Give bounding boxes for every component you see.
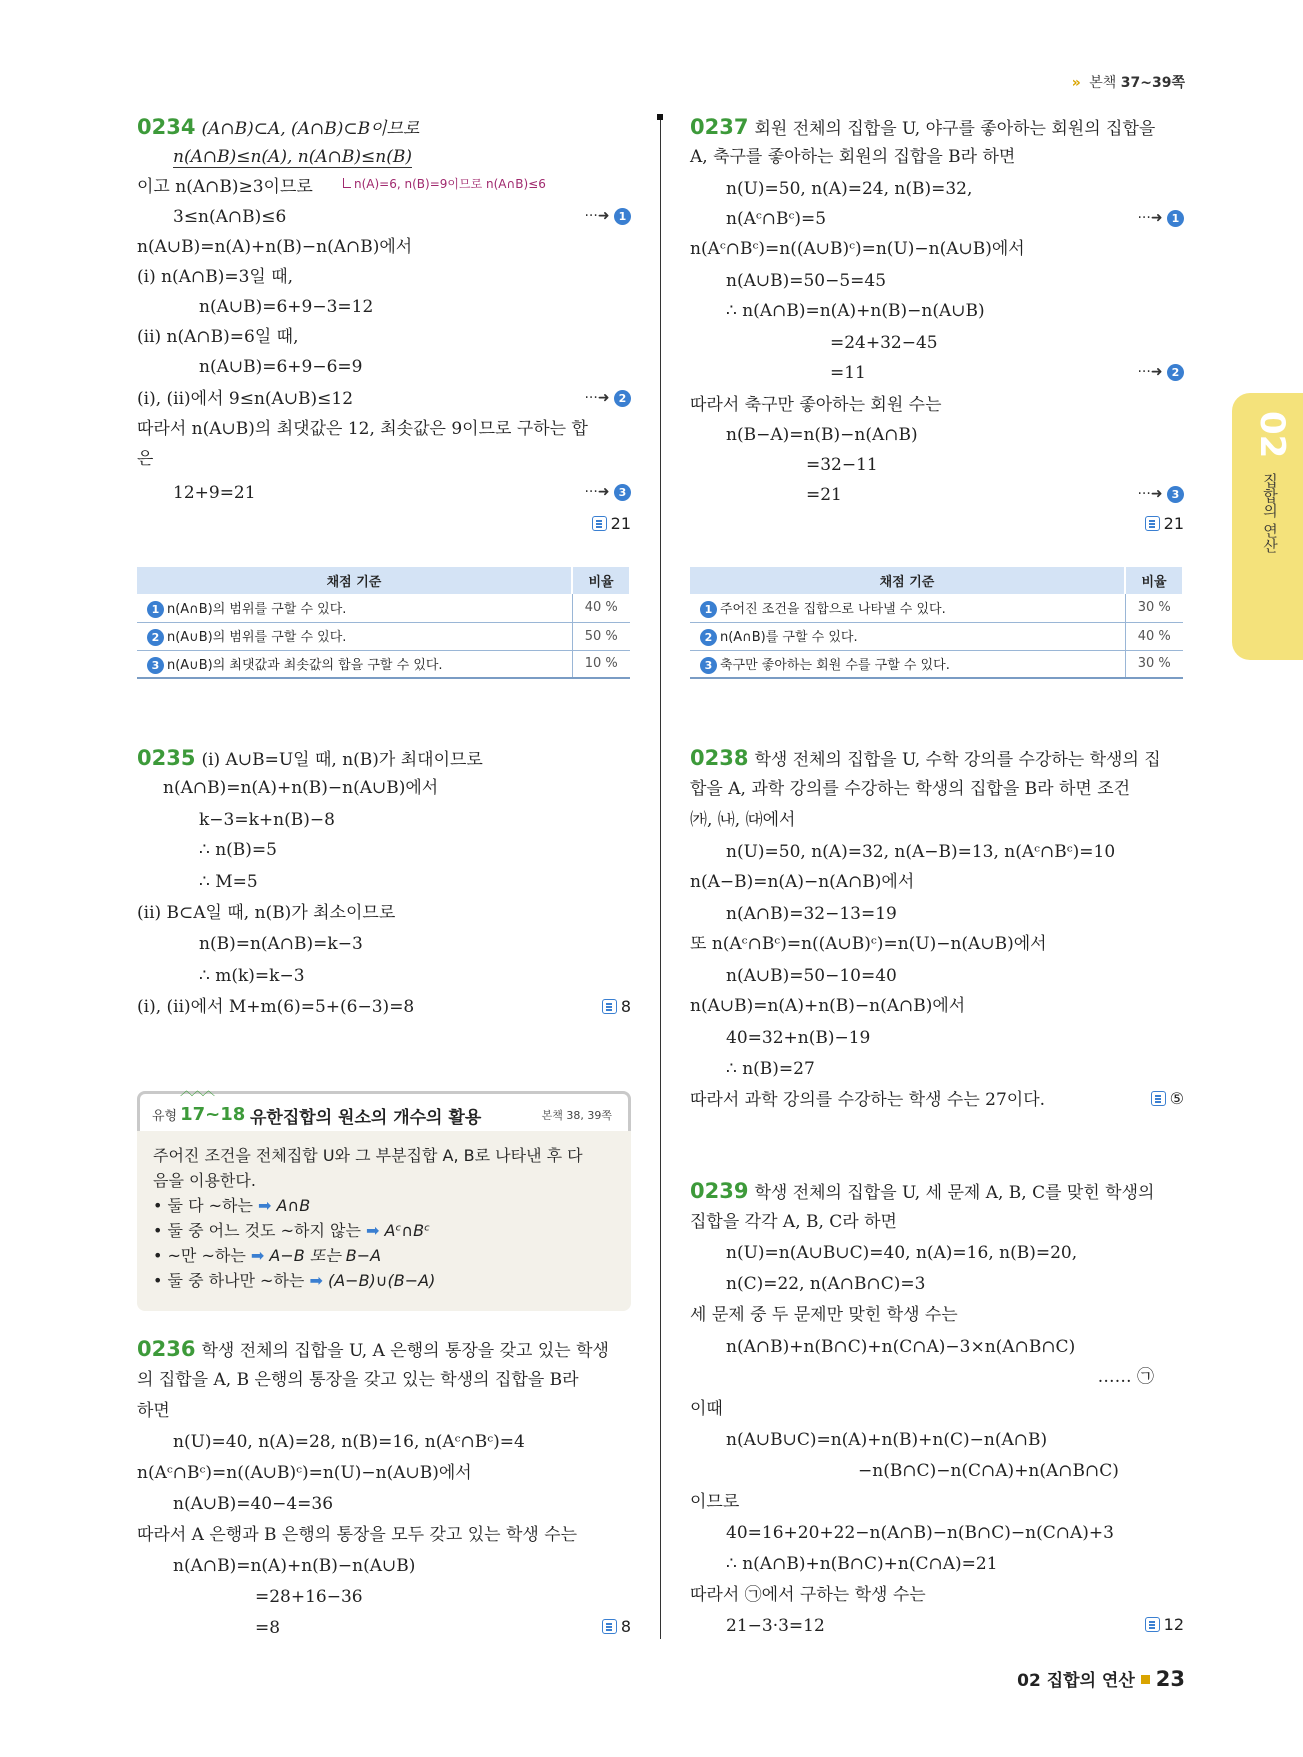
- criterion-text: 축구만 좋아하는 회원 수를 구할 수 있다.: [720, 657, 950, 673]
- criterion-ratio: 30 %: [1125, 650, 1183, 678]
- answer-icon: [602, 1619, 617, 1634]
- solution-line: n(Aᶜ∩Bᶜ)=5: [726, 209, 827, 229]
- solution-line: n(A∪B)=40−4=36: [173, 1494, 334, 1514]
- answer-value: 8: [620, 997, 631, 1016]
- solution-line: 세 문제 중 두 문제만 맞힌 학생 수는: [690, 1305, 958, 1325]
- criterion-text: 주어진 조건을 집합으로 나타낼 수 있다.: [720, 601, 946, 617]
- table-header: 채점 기준: [137, 567, 572, 594]
- answer-value: 12: [1163, 1615, 1184, 1634]
- solution-line: n(U)=50, n(A)=32, n(A−B)=13, n(Aᶜ∩Bᶜ)=10: [726, 842, 1116, 862]
- table-header: 비율: [1125, 567, 1183, 594]
- solution-line: ∴ n(A∩B)+n(B∩C)+n(C∩A)=21: [726, 1554, 998, 1574]
- table-row: [137, 650, 630, 678]
- solution-line: (i) A∪B=U일 때, n(B)가 최대이므로: [201, 750, 483, 770]
- answer-value: 8: [620, 1617, 631, 1636]
- problem-number: 0235: [137, 746, 196, 770]
- arrow-icon: ➡: [258, 1196, 272, 1215]
- solution-line: n(Aᶜ∩Bᶜ)=n((A∪B)ᶜ)=n(U)−n(A∪B)에서: [137, 1463, 472, 1483]
- solution-line: =21: [806, 485, 842, 505]
- bullet-key: • 둘 중 하나만 ~하는: [153, 1271, 305, 1290]
- solution-line: 집합을 각각 A, B, C라 하면: [690, 1212, 897, 1232]
- chapter-side-tab: [1232, 393, 1303, 660]
- table-row: [690, 650, 1183, 678]
- bullet-value: A−B 또는 B−A: [269, 1246, 382, 1265]
- bullet-key: • 둘 다 ~하는: [153, 1196, 253, 1215]
- criterion-text: n(A∪B)의 범위를 구할 수 있다.: [167, 630, 347, 645]
- type-title: 유한집합의 원소의 개수의 활용: [250, 1108, 482, 1128]
- criterion-ratio: 50 %: [572, 622, 630, 650]
- concept-bullet: [153, 1193, 615, 1218]
- criterion-badge: 2: [700, 629, 717, 646]
- solution-line: (i), (ii)에서 M+m(6)=5+(6−3)=8: [137, 997, 415, 1017]
- criterion-ratio: 10 %: [572, 650, 630, 678]
- solution-line: ㈎, ㈏, ㈐에서: [690, 810, 796, 830]
- concept-box: [137, 1084, 631, 1311]
- chapter-number: 02: [1252, 411, 1292, 459]
- solution-line: 학생 전체의 집합을 U, 세 문제 A, B, C를 맞힌 학생의: [754, 1183, 1155, 1203]
- criterion-ratio: 40 %: [1125, 622, 1183, 650]
- solution-line: ∴ M=5: [199, 872, 258, 892]
- solution-line: (ii) B⊂A일 때, n(B)가 최소이므로: [137, 903, 396, 923]
- criterion-ratio: 40 %: [572, 594, 630, 622]
- table-row: [690, 594, 1183, 622]
- solution-line: =11: [830, 363, 866, 383]
- reference-pages: 37~39쪽: [1120, 75, 1185, 91]
- criterion-text: n(A∪B)의 최댓값과 최솟값의 합을 구할 수 있다.: [167, 657, 443, 673]
- chapter-title: 집합의 연산: [1261, 473, 1279, 553]
- concept-box-header: [137, 1084, 631, 1131]
- margin-note: n(A)=6, n(B)=9이므로 n(A∩B)≤6: [354, 177, 546, 191]
- solution-line: n(A∩B)≤n(A), n(A∩B)≤n(B): [173, 147, 412, 167]
- solution-line: 40=32+n(B)−19: [726, 1028, 871, 1048]
- solution-line: 회원 전체의 집합을 U, 야구를 좋아하는 회원의 집합을: [754, 119, 1156, 139]
- problem-0238: [690, 747, 1184, 1127]
- problem-number: 0234: [137, 115, 196, 139]
- step-marker-1: ···➜ 1: [1137, 210, 1184, 227]
- solution-line: (i) n(A∩B)=3일 때,: [137, 267, 294, 287]
- arrow-icon: ➡: [366, 1221, 380, 1240]
- solution-line: 은: [137, 449, 154, 469]
- solution-line: (i), (ii)에서 9≤n(A∪B)≤12: [137, 389, 354, 409]
- solution-line: 12+9=21: [173, 483, 256, 503]
- solution-line: =8: [255, 1618, 281, 1638]
- solution-line: 21−3·3=12: [726, 1616, 825, 1636]
- bullet-key: • 둘 중 어느 것도 ~하지 않는: [153, 1221, 361, 1240]
- concept-text: 음을 이용한다.: [153, 1171, 256, 1190]
- bullet-value: (A−B)∪(B−A): [327, 1271, 436, 1290]
- solution-line: n(A∪B)=n(A)+n(B)−n(A∩B)에서: [137, 237, 413, 257]
- problem-0234: [137, 116, 631, 546]
- bullet-value: Aᶜ∩Bᶜ: [384, 1221, 430, 1240]
- problem-0235: [137, 747, 631, 1027]
- arrow-icon: ➡: [309, 1271, 323, 1290]
- problem-number: 0238: [690, 746, 749, 770]
- problem-0236: [137, 1338, 631, 1638]
- step-marker-2: ···➜ 2: [584, 390, 631, 407]
- solution-line: 하면: [137, 1401, 170, 1421]
- solution-line: 40=16+20+22−n(A∩B)−n(B∩C)−n(C∩A)+3: [726, 1523, 1114, 1543]
- criterion-ratio: 30 %: [1125, 594, 1183, 622]
- criterion-text: n(A∩B)를 구할 수 있다.: [720, 630, 858, 645]
- answer-value: ⑤: [1169, 1089, 1184, 1108]
- solution-line: −n(B∩C)−n(C∩A)+n(A∩B∩C): [858, 1461, 1119, 1481]
- concept-bullet: [153, 1243, 615, 1268]
- note-bracket: [343, 178, 351, 188]
- answer: [602, 997, 631, 1016]
- problem-number: 0237: [690, 115, 749, 139]
- table-row: [690, 622, 1183, 650]
- solution-line: =24+32−45: [830, 333, 938, 353]
- table-header: 채점 기준: [690, 567, 1125, 594]
- answer: [1145, 514, 1184, 533]
- solution-line: ∴ n(A∩B)=n(A)+n(B)−n(A∪B): [726, 301, 985, 321]
- arrow-icon: ➡: [250, 1246, 265, 1265]
- solution-line: =32−11: [806, 455, 878, 475]
- criterion-badge: 3: [147, 657, 164, 674]
- problem-0237: [690, 116, 1184, 546]
- solution-line: n(A∪B)=50−5=45: [726, 271, 887, 291]
- concept-text: 주어진 조건을 전체집합 U와 그 부분집합 A, B로 나타낸 후 다: [153, 1146, 583, 1165]
- concept-bullet: [153, 1218, 615, 1243]
- solution-line: n(C)=22, n(A∩B∩C)=3: [726, 1274, 926, 1294]
- solution-line: n(A−B)=n(A)−n(A∩B)에서: [690, 872, 915, 892]
- criterion-text: n(A∩B)의 범위를 구할 수 있다.: [167, 601, 347, 617]
- solution-line: A, 축구를 좋아하는 회원의 집합을 B라 하면: [690, 147, 1016, 167]
- solution-line: ∴ n(B)=5: [199, 840, 277, 860]
- concept-box-body: [137, 1131, 631, 1311]
- criterion-badge: 3: [700, 657, 717, 674]
- solution-line: =28+16−36: [255, 1587, 363, 1607]
- zigzag-decoration: ︿︿︿: [180, 1084, 214, 1099]
- solution-line: 학생 전체의 집합을 U, A 은행의 통장을 갖고 있는 학생: [201, 1341, 609, 1361]
- solution-line: n(A∩B)=32−13=19: [726, 904, 897, 924]
- solution-line: n(U)=50, n(A)=24, n(B)=32,: [726, 179, 973, 199]
- double-chevron-icon: »: [1071, 75, 1081, 91]
- table-header: 비율: [572, 567, 630, 594]
- bullet-value: A∩B: [276, 1196, 311, 1215]
- solution-line: 따라서 n(A∪B)의 최댓값은 12, 최솟값은 9이므로 구하는 합: [137, 419, 588, 439]
- concept-bullet: [153, 1268, 615, 1293]
- answer-value: 21: [1163, 514, 1184, 533]
- answer-icon: [1145, 516, 1160, 531]
- answer-icon: [602, 999, 617, 1014]
- divider-cap: [657, 114, 663, 120]
- solution-line: n(A∩B)+n(B∩C)+n(C∩A)−3×n(A∩B∩C): [726, 1337, 1076, 1357]
- solution-line: …… ㉠: [1097, 1367, 1154, 1387]
- solution-line: 합을 A, 과학 강의를 수강하는 학생의 집합을 B라 하면 조건: [690, 779, 1131, 799]
- problem-number: 0239: [690, 1179, 749, 1203]
- solution-line: 이때: [690, 1399, 723, 1419]
- solution-line: n(U)=n(A∪B∪C)=40, n(A)=16, n(B)=20,: [726, 1243, 1078, 1263]
- criterion-badge: 2: [147, 629, 164, 646]
- answer: [592, 514, 631, 533]
- step-marker-3: ···➜ 3: [1137, 486, 1184, 503]
- solution-line: 따라서 ㉠에서 구하는 학생 수는: [690, 1585, 926, 1605]
- footer-chapter: 02 집합의 연산: [1017, 1671, 1135, 1691]
- solution-line: n(A∪B)=6+9−3=12: [199, 297, 374, 317]
- table-row: [137, 622, 630, 650]
- solution-line: 학생 전체의 집합을 U, 수학 강의를 수강하는 학생의 집: [754, 750, 1161, 770]
- solution-line: (A∩B)⊂A, (A∩B)⊂B이므로: [201, 119, 420, 139]
- page-reference: [1072, 72, 1185, 92]
- criterion-badge: 1: [700, 601, 717, 618]
- solution-line: ∴ m(k)=k−3: [199, 966, 305, 986]
- page-footer: [1017, 1666, 1185, 1691]
- solution-line: 따라서 A 은행과 B 은행의 통장을 모두 갖고 있는 학생 수는: [137, 1525, 578, 1545]
- problem-0239: [690, 1180, 1184, 1640]
- type-range: 17~18: [180, 1104, 246, 1125]
- solution-line: 이고 n(A∩B)≥3이므로: [137, 177, 313, 197]
- solution-line: 따라서 과학 강의를 수강하는 학생 수는 27이다.: [690, 1090, 1046, 1110]
- answer-icon: [1145, 1617, 1160, 1632]
- bullet-key: • ~만 ~하는: [153, 1246, 246, 1265]
- step-marker-2: ···➜ 2: [1137, 364, 1184, 381]
- type-label: 유형: [152, 1109, 178, 1124]
- solution-line: n(U)=40, n(A)=28, n(B)=16, n(Aᶜ∩Bᶜ)=4: [173, 1432, 525, 1452]
- solution-line: n(Aᶜ∩Bᶜ)=n((A∪B)ᶜ)=n(U)−n(A∪B)에서: [690, 239, 1025, 259]
- step-marker-1: ···➜ 1: [584, 208, 631, 225]
- solution-line: n(A∪B)=50−10=40: [726, 966, 897, 986]
- answer-value: 21: [610, 514, 631, 533]
- type-reference: 본책 38, 39쪽: [541, 1109, 612, 1122]
- solution-line: n(B)=n(A∩B)=k−3: [199, 934, 363, 954]
- solution-line: n(A∩B)=n(A)+n(B)−n(A∪B): [173, 1556, 416, 1576]
- scoring-table-0237: [690, 567, 1184, 679]
- criterion-badge: 1: [147, 601, 164, 618]
- solution-line: 또 n(Aᶜ∩Bᶜ)=n((A∪B)ᶜ)=n(U)−n(A∪B)에서: [690, 934, 1047, 954]
- table-row: [137, 594, 630, 622]
- solution-line: k−3=k+n(B)−8: [199, 810, 335, 830]
- solution-line: n(B−A)=n(B)−n(A∩B): [726, 425, 918, 445]
- answer: [602, 1617, 631, 1636]
- footer-square-icon: [1141, 1675, 1150, 1684]
- answer-icon: [1151, 1091, 1166, 1106]
- answer-icon: [592, 516, 607, 531]
- solution-line: 이므로: [690, 1492, 740, 1512]
- solution-line: 3≤n(A∩B)≤6: [173, 207, 287, 227]
- problem-number: 0236: [137, 1337, 196, 1361]
- solution-line: n(A∪B)=n(A)+n(B)−n(A∩B)에서: [690, 996, 966, 1016]
- solution-line: n(A∩B)=n(A)+n(B)−n(A∪B)에서: [163, 778, 439, 798]
- answer: [1151, 1089, 1184, 1108]
- solution-line: 의 집합을 A, B 은행의 통장을 갖고 있는 학생의 집합을 B라: [137, 1370, 579, 1390]
- column-divider: [660, 114, 661, 1639]
- solution-line: (ii) n(A∩B)=6일 때,: [137, 327, 299, 347]
- solution-line: 따라서 축구만 좋아하는 회원 수는: [690, 395, 942, 415]
- scoring-table-0234: [137, 567, 631, 679]
- solution-line: ∴ n(B)=27: [726, 1059, 815, 1079]
- answer: [1145, 1615, 1184, 1634]
- reference-label: 본책: [1089, 75, 1117, 91]
- step-marker-3: ···➜ 3: [584, 484, 631, 501]
- page-number: 23: [1155, 1667, 1185, 1691]
- solution-line: n(A∪B∪C)=n(A)+n(B)+n(C)−n(A∩B): [726, 1430, 1048, 1450]
- solution-line: n(A∪B)=6+9−6=9: [199, 357, 363, 377]
